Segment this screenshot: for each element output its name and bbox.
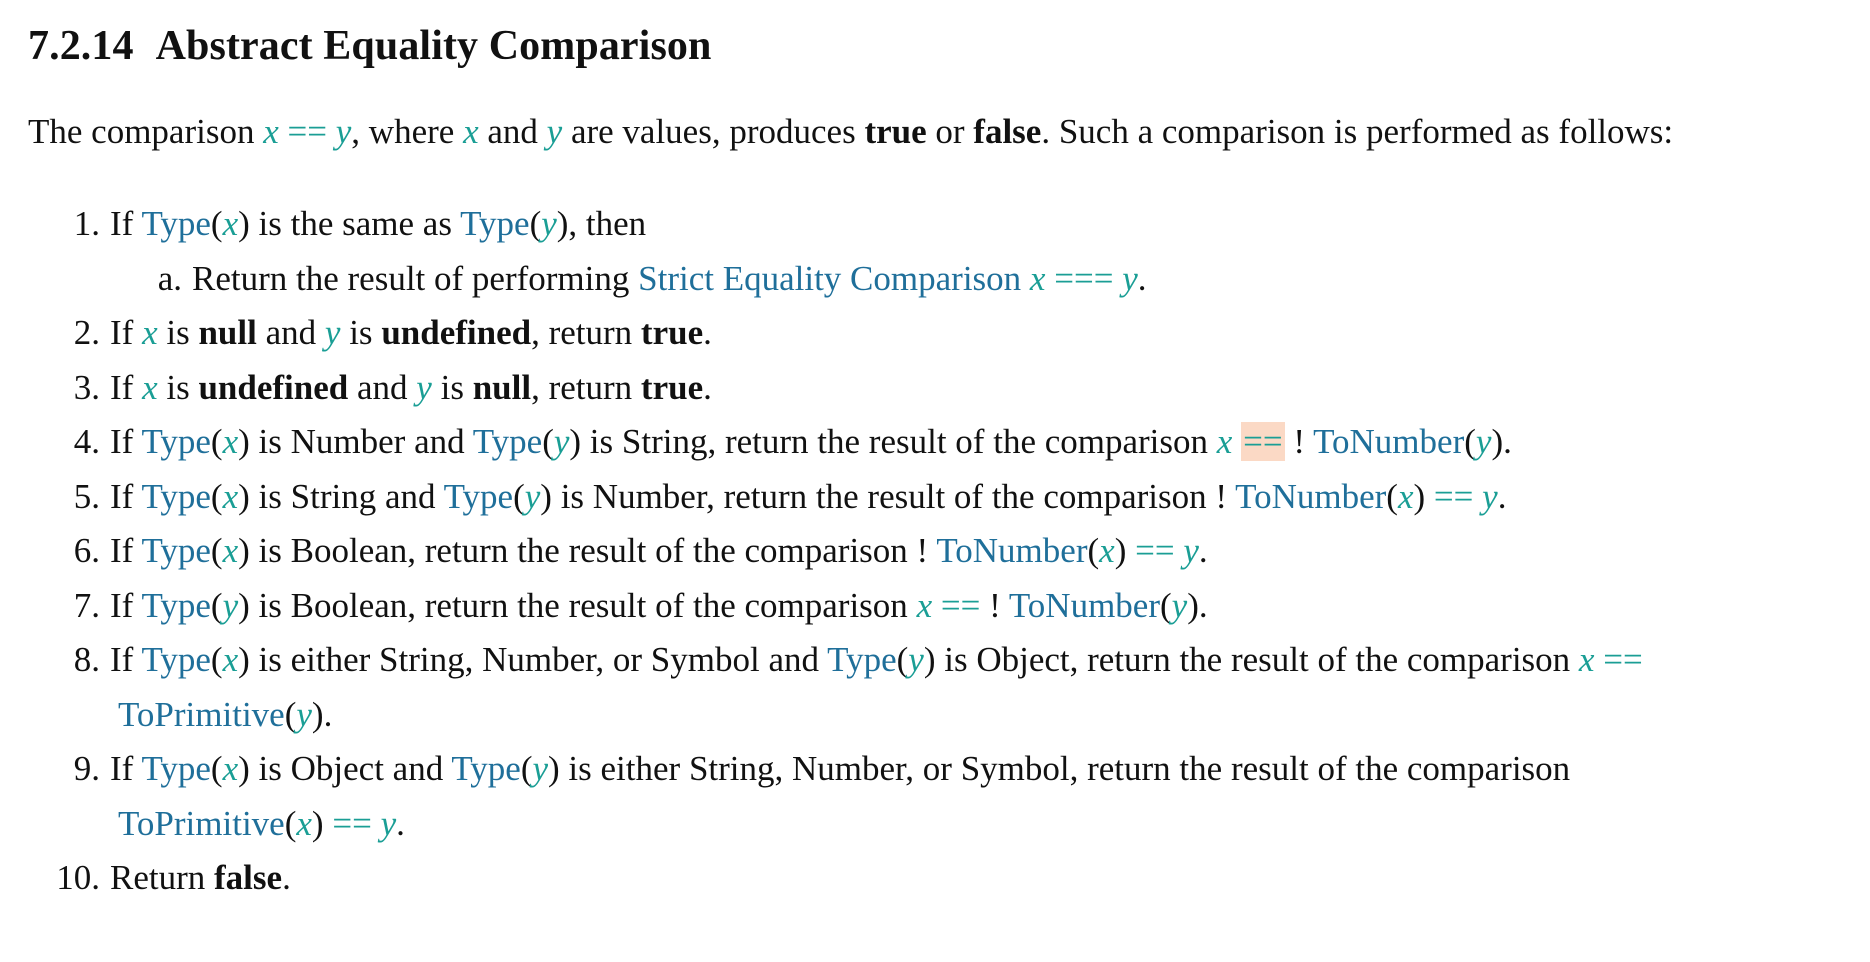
type-link[interactable]: Type [141, 476, 211, 516]
step-8-continuation [110, 688, 1858, 743]
step-text: ) is String and [238, 476, 444, 516]
step-text: ) is Number and [238, 422, 473, 461]
tonumber-link[interactable]: ToNumber [1313, 422, 1465, 461]
step-text: If [110, 313, 143, 352]
var-y: y [553, 422, 570, 461]
punct: . [1137, 258, 1147, 298]
step-text: If [110, 640, 142, 679]
var-x: x [463, 112, 479, 151]
operator-strict-eq: === [1045, 258, 1123, 298]
var-y: y [416, 367, 432, 407]
var-y: y [1122, 258, 1138, 298]
var-y: y [222, 585, 239, 625]
var-y: y [1183, 531, 1199, 570]
var-y: y [1475, 422, 1492, 461]
var-x: x [222, 476, 239, 516]
var-x: x [142, 313, 158, 352]
type-link[interactable]: Type [141, 585, 211, 625]
type-link[interactable]: Type [141, 422, 211, 461]
step-text: Return [110, 858, 215, 897]
value-true: true [640, 313, 704, 352]
highlighted-operator-eq: == [1243, 422, 1283, 461]
step-text: , return [531, 313, 641, 352]
step-9 [28, 742, 1858, 851]
step-text: If [110, 585, 142, 625]
step-text: ! [1284, 422, 1314, 461]
step-text: ) is the same as [238, 204, 461, 243]
step-text: ! [989, 585, 1009, 625]
paren: ( [513, 476, 525, 516]
paren: ( [210, 422, 223, 461]
operator-eq: == [278, 112, 336, 151]
operator-eq: == [932, 585, 990, 625]
step-text: is [157, 313, 199, 352]
step-number: 7. [73, 585, 100, 625]
type-link[interactable]: Type [451, 749, 521, 788]
paren: ( [896, 640, 909, 679]
paren: ) [1114, 531, 1127, 570]
section-number: 7.2.14 [28, 23, 134, 69]
step-text: ) is Object and [238, 749, 452, 788]
spec-section [28, 18, 1858, 906]
step-text: If [110, 422, 142, 461]
var-x: x [222, 640, 239, 679]
intro-text: The comparison [28, 112, 264, 151]
value-false: false [214, 858, 283, 897]
var-y: y [380, 803, 397, 843]
step-text: ) is either String, Number, or Symbol and [238, 640, 828, 679]
var-x: x [263, 112, 279, 151]
operator-eq: == [1126, 531, 1184, 570]
step-number: 8. [73, 640, 100, 679]
step-number: 10. [56, 858, 100, 897]
step-6 [28, 524, 1858, 579]
var-x: x [222, 422, 239, 461]
punct: ). [1491, 422, 1512, 461]
var-x: x [1578, 640, 1595, 679]
section-title: Abstract Equality Comparison [155, 23, 712, 69]
tonumber-link[interactable]: ToNumber [936, 531, 1088, 570]
intro-paragraph [28, 104, 1828, 159]
intro-text: . Such a comparison is performed as follows: [1041, 112, 1674, 151]
paren: ( [284, 803, 297, 843]
var-x: x [222, 531, 239, 570]
punct: ). [311, 694, 333, 734]
punct: . [703, 367, 712, 407]
var-y: y [524, 476, 541, 516]
step-4 [28, 415, 1858, 470]
step-number: 5. [73, 476, 100, 516]
type-link[interactable]: Type [141, 640, 211, 679]
paren: ( [1087, 531, 1100, 570]
paren: ( [284, 694, 297, 734]
step-text: is [340, 313, 382, 352]
step-text: is [157, 367, 199, 407]
value-undefined: undefined [198, 367, 349, 407]
paren: ( [1386, 476, 1398, 516]
intro-text: or [926, 112, 974, 151]
step-number: a. [157, 258, 182, 298]
step-text: ), then [556, 204, 647, 243]
punct: . [1198, 531, 1208, 570]
type-link[interactable]: Type [141, 749, 211, 788]
toprimitive-link[interactable]: ToPrimitive [118, 694, 285, 734]
step-text: If [110, 531, 142, 570]
value-true: true [640, 367, 704, 407]
paren: ) [1413, 476, 1426, 516]
value-true: true [864, 112, 927, 151]
value-undefined: undefined [381, 313, 532, 352]
step-3 [28, 361, 1858, 416]
punct: . [703, 313, 712, 352]
value-null: null [472, 367, 532, 407]
var-x: x [1029, 258, 1046, 298]
var-x: x [296, 803, 312, 843]
paren: ( [210, 640, 223, 679]
step-text: ) is Boolean, return the result of the comparison [238, 585, 917, 625]
step-7 [28, 579, 1858, 634]
tonumber-link[interactable]: ToNumber [1235, 476, 1387, 516]
step-8 [28, 633, 1858, 742]
var-x: x [1099, 531, 1115, 570]
step-text: and [256, 313, 325, 352]
operator-eq: == [323, 803, 381, 843]
step-1a [110, 252, 1858, 307]
type-link[interactable]: Type [472, 422, 543, 461]
step-number: 3. [73, 367, 100, 407]
var-y: y [1482, 476, 1498, 516]
step-text: is [431, 367, 473, 407]
punct: ). [1187, 585, 1208, 625]
step-text: ) is either String, Number, or Symbol, return the result of the comparison [548, 749, 1571, 788]
step-number: 1. [73, 204, 100, 243]
intro-text: and [478, 112, 547, 151]
toprimitive-link[interactable]: ToPrimitive [118, 803, 285, 843]
punct: . [1497, 476, 1507, 516]
var-x: x [222, 204, 239, 243]
type-link[interactable]: Type [141, 531, 211, 570]
tonumber-link[interactable]: ToNumber [1008, 585, 1161, 625]
step-number: 9. [73, 749, 100, 788]
type-link[interactable]: Type [460, 204, 530, 243]
step-text: Return the result of performing [192, 258, 639, 298]
algorithm-steps [28, 197, 1858, 906]
paren: ( [1160, 585, 1172, 625]
step-2 [28, 306, 1858, 361]
paren: ( [520, 749, 533, 788]
var-y: y [546, 112, 563, 151]
var-y: y [908, 640, 924, 679]
step-number: 6. [73, 531, 100, 570]
paren: ( [529, 204, 542, 243]
step-number: 4. [73, 422, 100, 461]
value-null: null [198, 313, 257, 352]
step-text: If [110, 367, 143, 407]
punct: . [396, 803, 405, 843]
step-1 [28, 197, 1858, 306]
paren: ( [210, 476, 223, 516]
section-heading [28, 18, 1858, 74]
punct: . [282, 858, 291, 897]
var-y: y [324, 313, 341, 352]
paren: ( [210, 749, 223, 788]
step-text: ) is String, return the result of the comparison [569, 422, 1217, 461]
space [1232, 422, 1241, 461]
value-false: false [973, 112, 1042, 151]
paren: ) [311, 803, 324, 843]
step-text: If [110, 476, 142, 516]
intro-text: are values, produces [562, 112, 865, 151]
type-link[interactable]: Type [827, 640, 897, 679]
space [1021, 259, 1030, 298]
type-link[interactable]: Type [141, 204, 211, 243]
operator-eq: == [1425, 476, 1483, 516]
strict-equality-link[interactable]: Strict Equality Comparison [638, 258, 1022, 298]
step-text: ) is Number, return the result of the comparison ! [540, 476, 1236, 516]
var-y: y [296, 694, 312, 734]
step-9-continuation [110, 797, 1858, 852]
step-text: If [110, 749, 142, 788]
paren: ( [1464, 422, 1476, 461]
paren: ( [210, 531, 223, 570]
var-x: x [222, 749, 239, 788]
paren: ( [210, 585, 223, 625]
step-text: , return [531, 367, 641, 407]
type-link[interactable]: Type [443, 476, 514, 516]
var-x: x [916, 585, 933, 625]
paren: ( [210, 204, 223, 243]
step-text: ) is Boolean, return the result of the comparison ! [238, 531, 937, 570]
step-text: If [110, 204, 142, 243]
substeps [110, 252, 1858, 307]
var-x: x [1216, 422, 1233, 461]
var-y: y [1171, 585, 1188, 625]
var-x: x [142, 367, 158, 407]
var-y: y [335, 112, 352, 151]
step-text: ) is Object, return the result of the comparison [923, 640, 1579, 679]
step-5 [28, 470, 1858, 525]
operator-eq: == [1594, 640, 1643, 679]
step-number: 2. [73, 313, 100, 352]
step-10 [28, 851, 1858, 906]
paren: ( [542, 422, 554, 461]
var-y: y [532, 749, 549, 788]
step-text: and [348, 367, 417, 407]
var-x: x [1397, 476, 1414, 516]
intro-text: , where [351, 112, 464, 151]
var-y: y [541, 204, 557, 243]
